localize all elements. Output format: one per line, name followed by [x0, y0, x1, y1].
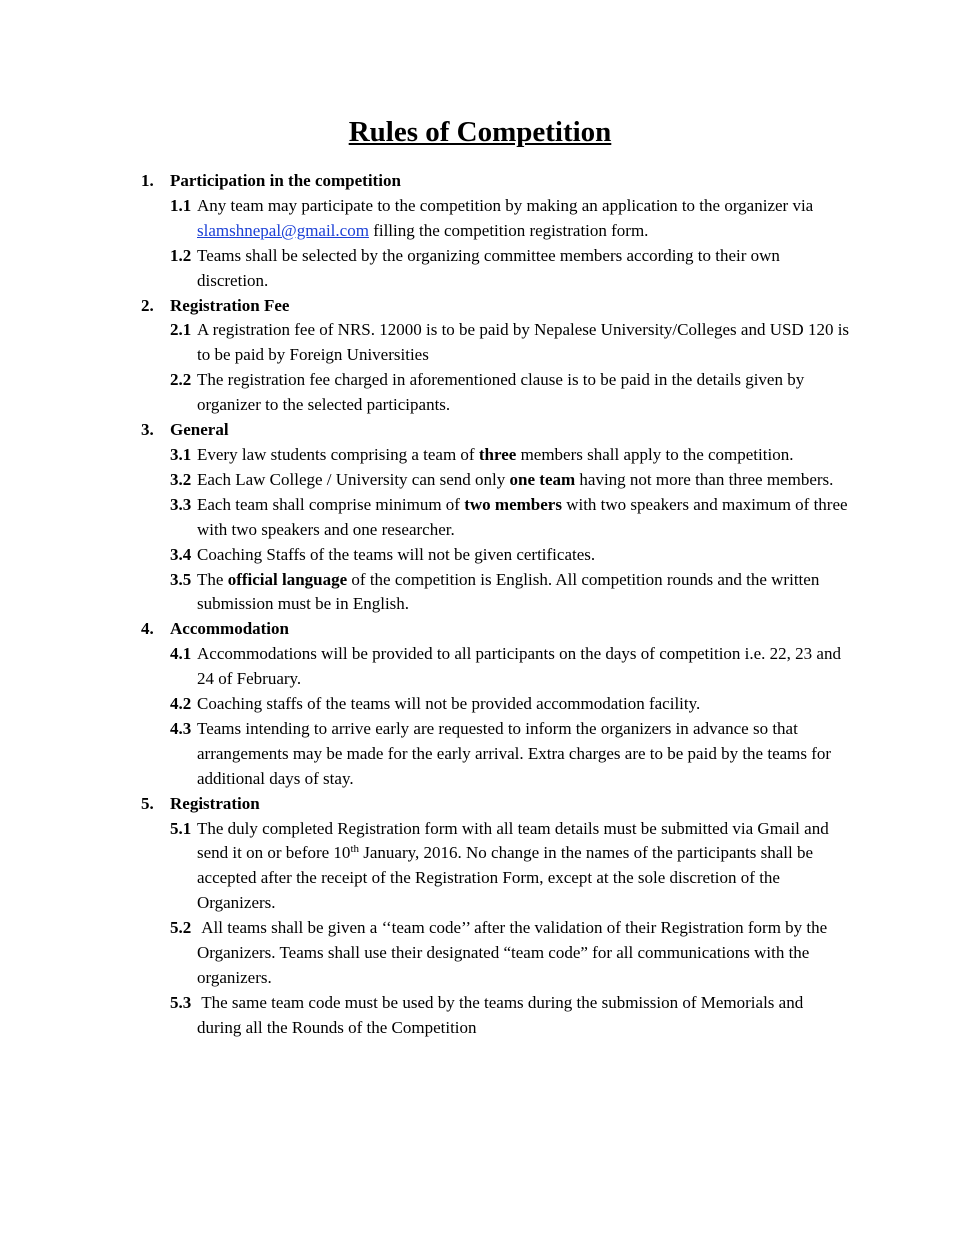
- clause-number: 5.3: [170, 992, 192, 1012]
- section-title: Registration Fee: [170, 295, 290, 315]
- section-title: Registration: [170, 793, 260, 813]
- rules-list: [0, 169, 960, 1041]
- clause-number: 1.1: [170, 195, 192, 215]
- clause-number: 4.3: [170, 718, 192, 738]
- section-number: 2.: [141, 295, 154, 315]
- clause-5-2: [0, 916, 960, 991]
- clause-number: 2.2: [170, 370, 192, 390]
- clause-text: The duly completed Registration form with all team details must be submitted via Gmail and send it on or before 10: [197, 818, 829, 863]
- section-3-heading: [0, 418, 960, 443]
- clause-number: 4.2: [170, 694, 192, 714]
- clause-text: members shall apply to the competition.: [516, 444, 794, 464]
- clause-5-1: [0, 817, 960, 917]
- clause-3-3: [0, 493, 960, 543]
- section-title: Participation in the competition: [170, 171, 401, 190]
- clause-text: Coaching Staffs of the teams will not be given certificates.: [197, 544, 596, 564]
- section-5-heading: [0, 792, 960, 817]
- clause-number: 3.4: [170, 544, 192, 564]
- section-title: General: [170, 420, 229, 440]
- clause-text: Teams intending to arrive early are requested to inform the organizers in advance so that arrangements may be made for the early arrival. Extra charges are to be paid by the teams for additional days of stay.: [197, 718, 832, 788]
- clause-number: 5.1: [170, 818, 192, 838]
- section-1-heading: [0, 169, 960, 194]
- clause-emphasis: one team: [509, 469, 576, 489]
- clause-text: Any team may participate to the competition by making an application to the organizer via: [197, 195, 814, 215]
- clause-3-5: [0, 568, 960, 618]
- clause-text: January, 2016. No change in the names of the participants shall be accepted after the receipt of the Registration Form, except at the sole discretion of the Organizers.: [197, 843, 813, 913]
- clause-text: The same team code must be used by the teams during the submission of Memorials and during all the Rounds of the Competition: [197, 992, 808, 1037]
- clause-text: having not more than three members.: [575, 469, 834, 489]
- clause-number: 3.2: [170, 469, 192, 489]
- clause-2-2: [0, 368, 960, 418]
- clause-text: with two speakers and maximum of three with two speakers and one researcher.: [197, 494, 848, 539]
- email-link[interactable]: slamshnepal@gmail.com: [197, 220, 369, 240]
- clause-emphasis: three: [478, 444, 517, 464]
- section-number: 1.: [141, 171, 154, 190]
- clause-text: Each team shall comprise minimum of: [197, 494, 465, 514]
- clause-text: filling the competition registration form.: [368, 220, 649, 240]
- clause-text: A registration fee of NRS. 12000 is to be paid by Nepalese University/Colleges and USD 120 is to be paid by Foreign Universities: [197, 320, 850, 365]
- clause-2-1: [0, 318, 960, 368]
- clause-3-1: [0, 443, 960, 468]
- section-number: 3.: [141, 420, 154, 440]
- section-number: 5.: [141, 793, 154, 813]
- section-number: 4.: [141, 619, 154, 639]
- section-2-heading: [0, 294, 960, 319]
- section-title: Accommodation: [170, 619, 289, 639]
- clause-text: Teams shall be selected by the organizing committee members according to their own discretion.: [197, 245, 780, 290]
- clause-number: 4.1: [170, 644, 192, 664]
- clause-emphasis: official language: [227, 569, 348, 589]
- clause-text: Accommodations will be provided to all participants on the days of competition i.e. 22, 23 and 24 of February.: [197, 644, 841, 689]
- clause-text: Coaching staffs of the teams will not be provided accommodation facility.: [197, 694, 701, 714]
- page-title: Rules of Competition: [348, 116, 612, 148]
- section-4-heading: [0, 617, 960, 642]
- clause-text: The: [197, 569, 228, 589]
- clause-4-2: [0, 692, 960, 717]
- clause-number: 5.2: [170, 918, 192, 938]
- clause-3-2: [0, 468, 960, 493]
- clause-text: of the competition is English. All competition rounds and the written submission must be in English.: [197, 569, 820, 614]
- clause-number: 2.1: [170, 320, 192, 340]
- clause-text: Each Law College / University can send only: [197, 469, 510, 489]
- clause-number: 3.5: [170, 569, 192, 589]
- clause-1-1: [0, 194, 960, 244]
- clause-4-3: [0, 717, 960, 792]
- clause-3-4: [0, 543, 960, 568]
- clause-1-2: [0, 244, 960, 294]
- clause-4-1: [0, 642, 960, 692]
- clause-text: The registration fee charged in aforementioned clause is to be paid in the details given by organizer to the selected participants.: [197, 370, 805, 415]
- ordinal-suffix: th: [350, 843, 359, 856]
- clause-5-3: [0, 991, 960, 1041]
- clause-number: 3.3: [170, 494, 192, 514]
- clause-text: All teams shall be given a ‘‘team code’’ after the validation of their Registration form by the Organizers. Teams shall use their designated “team code” for all communications with the organizers.: [197, 918, 832, 987]
- clause-text: Every law students comprising a team of: [197, 444, 479, 464]
- clause-number: 3.1: [170, 444, 192, 464]
- clause-number: 1.2: [170, 245, 192, 265]
- clause-emphasis: two members: [464, 494, 562, 514]
